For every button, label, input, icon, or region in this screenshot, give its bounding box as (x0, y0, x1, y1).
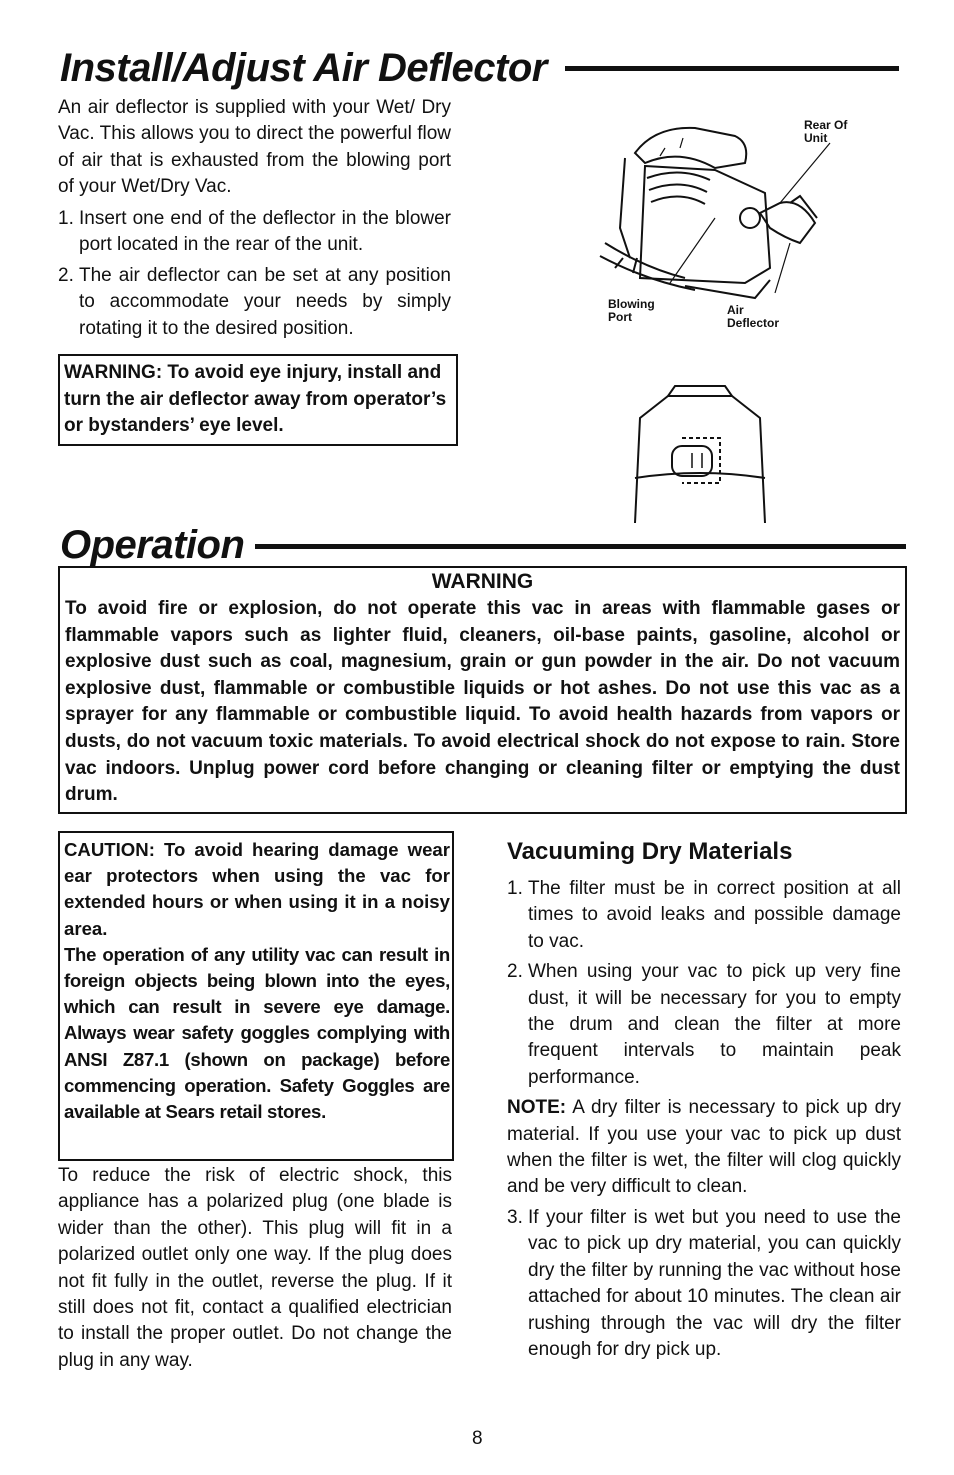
vac-rear-view-illustration (620, 378, 780, 528)
section-title-install: Install/Adjust Air Deflector (60, 46, 547, 90)
install-steps (58, 206, 451, 342)
fire-explosion-warning-box (58, 566, 907, 814)
title-rule (565, 66, 899, 71)
install-step-2-text: The air deflector can be set at any position to accommodate your needs by simply rotating it to the desired position. (79, 264, 451, 339)
dry-note (507, 1095, 901, 1201)
install-intro: An air deflector is supplied with your Wet/ Dry Vac. This allows you to direct the powerful flow of air that is exhausted from the blowing port of your Wet/Dry Vac. (58, 97, 451, 198)
dry-materials-heading: Vacuuming Dry Materials (507, 838, 793, 865)
title-rule (255, 544, 906, 549)
dry-step-3-num: 3. (507, 1206, 523, 1228)
eye-injury-warning: WARNING: To avoid eye injury, install and turn the air deflector away from operator’s or bystanders’ eye level. (58, 354, 458, 446)
caution-hearing-text: CAUTION: To avoid hearing damage wear ear protectors when using the vac for extended hours or when using it in a noisy area. (64, 839, 450, 939)
install-step-1-text: Insert one end of the deflector in the blower port located in the rear of the unit. (79, 208, 451, 256)
dry-step-2 (507, 959, 901, 1091)
install-step-2-num: 2. (58, 264, 74, 286)
page-number: 8 (472, 1428, 483, 1449)
polarized-plug-text: To reduce the risk of electric shock, this appliance has a polarized plug (one blade is wider than the other). This plug will fit in a polarized outlet only one way. If the plug does not fit fully in the outlet, reverse the plug. If it still does not fit, contact a qualified electrician to install the proper outlet. Do not change the plug in any way. (58, 1165, 452, 1371)
caution-box (58, 831, 454, 1161)
warning-heading: WARNING (431, 570, 534, 593)
warning-text: To avoid fire or explosion, do not operate this vac in areas with flammable gases or flammable vapors such as lighter fluid, cleaners, oil-base paints, gasoline, alcohol or explosive dust such as coal, magnesium, grain or gun powder in the air. Do not vacuum explosive dust, flammable or combustible liquids or hot ashes. Do not use this vac as a sprayer for any flammable or combustible liquid. To avoid health hazards from vapors or dusts, do not vacuum toxic materials. To avoid electrical shock do not expose to rain. Store vac indoors. Unplug power cord before changing or cleaning filter or emptying the dust drum. (65, 598, 900, 806)
label-blowing-port: Blowing Port (608, 297, 655, 324)
note-text: A dry filter is necessary to pick up dry material. If you use your vac to pick up dust when the filter is wet, the filter will clog quickly and be very difficult to clean. (507, 1097, 901, 1198)
note-label: NOTE: (507, 1097, 567, 1119)
dry-step-3 (507, 1205, 901, 1363)
section-title-operation: Operation (60, 523, 245, 567)
dry-step-2-text: When using your vac to pick up very fine dust, it will be necessary for you to empty the drum and clean the filter at more frequent intervals to maintain peak performance. (528, 961, 901, 1088)
dry-steps-a (507, 876, 901, 1091)
caution-goggles-text: The operation of any utility vac can result in foreign objects being blown into the eyes, which can result in severe eye damage. Always wear safety goggles complying with ANSI Z87.1 (shown on package) before commencing operation. Safety Goggles are available at Sears retail stores. (64, 943, 450, 1123)
dry-steps-b (507, 1205, 901, 1363)
dry-step-1-text: The filter must be in correct position at all times to avoid leaks and possible damage to vac. (528, 878, 901, 952)
label-air-deflector: Air Deflector (727, 303, 780, 330)
dry-step-2-num: 2. (507, 961, 523, 983)
dry-step-1-num: 1. (507, 878, 523, 899)
dry-materials-content (507, 876, 901, 1363)
install-step-2 (58, 263, 451, 342)
dry-step-1 (507, 876, 901, 955)
label-rear-of-unit: Rear Of Unit (804, 118, 848, 145)
install-step-1 (58, 206, 451, 259)
dry-step-3-text: If your filter is wet but you need to use the vac to pick up dry material, you can quickly dry the filter by running the vac without hose attached for about 10 minutes. The clean air rushing through the vac will dry the filter enough for dry pick up. (528, 1206, 901, 1360)
install-step-1-num: 1. (58, 208, 74, 229)
